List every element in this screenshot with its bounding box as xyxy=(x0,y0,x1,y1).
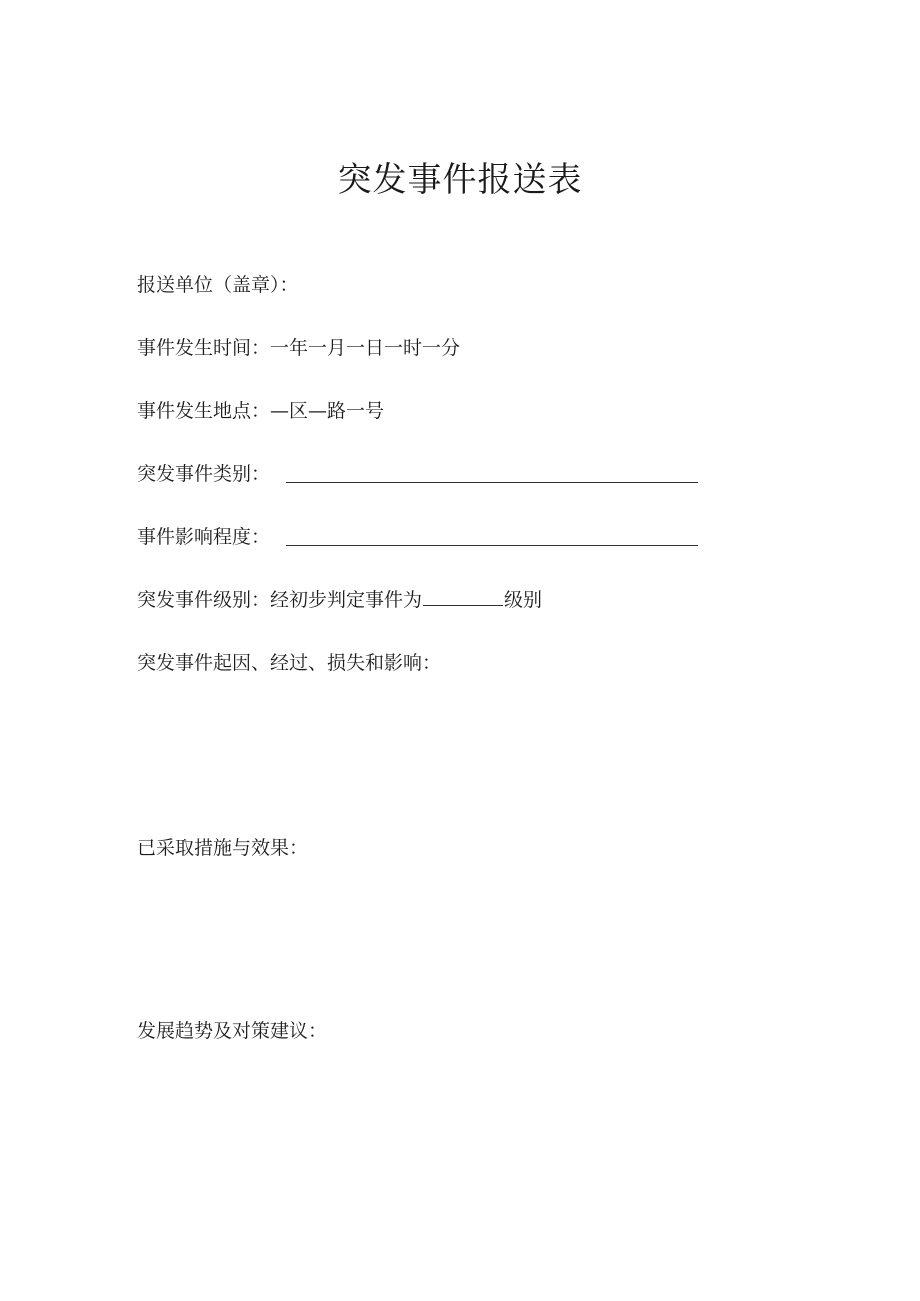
reporting-unit-field xyxy=(137,271,299,299)
event-cause-field xyxy=(137,649,441,677)
form-title: 突发事件报送表 xyxy=(337,160,583,200)
event-category-label: 突发事件类别： xyxy=(137,463,271,485)
event-time-field xyxy=(137,334,460,362)
event-cause-label: 突发事件起因、经过、损失和影响： xyxy=(137,652,442,674)
event-category-blank-line[interactable] xyxy=(286,482,698,483)
measures-field xyxy=(137,834,308,862)
event-level-blank-line[interactable] xyxy=(423,587,503,606)
trend-label: 发展趋势及对策建议： xyxy=(137,1020,328,1042)
event-level-suffix: 级别 xyxy=(504,589,543,611)
event-impact-label: 事件影响程度： xyxy=(137,526,271,548)
event-impact-field xyxy=(137,523,270,551)
reporting-unit-label: 报送单位（盖章）： xyxy=(137,274,299,296)
event-level-prefix: 突发事件级别：经初步判定事件为 xyxy=(137,589,423,611)
measures-label: 已采取措施与效果： xyxy=(137,837,309,859)
event-time-label: 事件发生时间：一年一月一日一时一分 xyxy=(137,337,461,359)
event-category-field xyxy=(137,460,270,488)
event-impact-blank-line[interactable] xyxy=(286,545,698,546)
event-location-label: 事件发生地点：—区—路一号 xyxy=(137,400,385,422)
trend-field xyxy=(137,1017,327,1045)
event-level-field xyxy=(137,586,542,614)
event-location-field xyxy=(137,397,384,425)
